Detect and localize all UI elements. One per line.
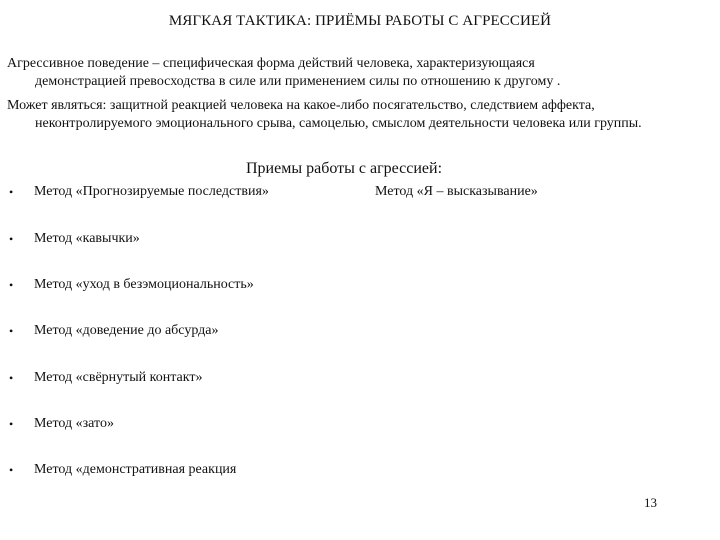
causes-line-2: неконтролируемого эмоционального срыва, самоцелью, смыслом деятельности человека или группы. [35,116,642,131]
list-item [0,275,720,295]
list-item [0,182,720,202]
method-label-secondary: Метод «Я – высказывание» [375,184,538,199]
slide-title: МЯГКАЯ ТАКТИКА: ПРИЁМЫ РАБОТЫ С АГРЕССИЕЙ [168,13,552,29]
bullet-icon: • [9,232,14,246]
methods-heading: Приемы работы с агрессией: [246,160,443,177]
list-item [0,229,720,249]
causes-paragraph [7,97,697,133]
list-item [0,368,720,388]
method-label: Метод «свёрнутый контакт» [34,370,203,385]
method-label: Метод «доведение до абсурда» [34,323,219,338]
bullet-icon: • [9,371,14,385]
method-label: Метод «уход в безэмоциональность» [34,277,254,292]
definition-line-2: демонстрацией превосходства в силе или применением силы по отношению к другому . [35,74,561,89]
bullet-icon: • [9,324,14,338]
bullet-icon: • [9,463,14,477]
list-item [0,321,720,341]
page-number: 13 [644,495,657,510]
causes-line-1: Может являться: защитной реакцией человека на какое-либо посягательство, следствием аффекта, [7,98,595,113]
method-label: Метод «зато» [34,416,114,431]
method-label: Метод «кавычки» [34,231,140,246]
bullet-icon: • [9,278,14,292]
bullet-icon: • [9,185,14,199]
method-label: Метод «Прогнозируемые последствия» [34,184,269,199]
definition-paragraph [7,55,697,91]
bullet-icon: • [9,417,14,431]
method-label: Метод «демонстративная реакция [34,462,237,477]
list-item [0,460,720,480]
list-item [0,414,720,434]
definition-line-1: Агрессивное поведение – специфическая форма действий человека, характеризующаяся [7,56,535,71]
